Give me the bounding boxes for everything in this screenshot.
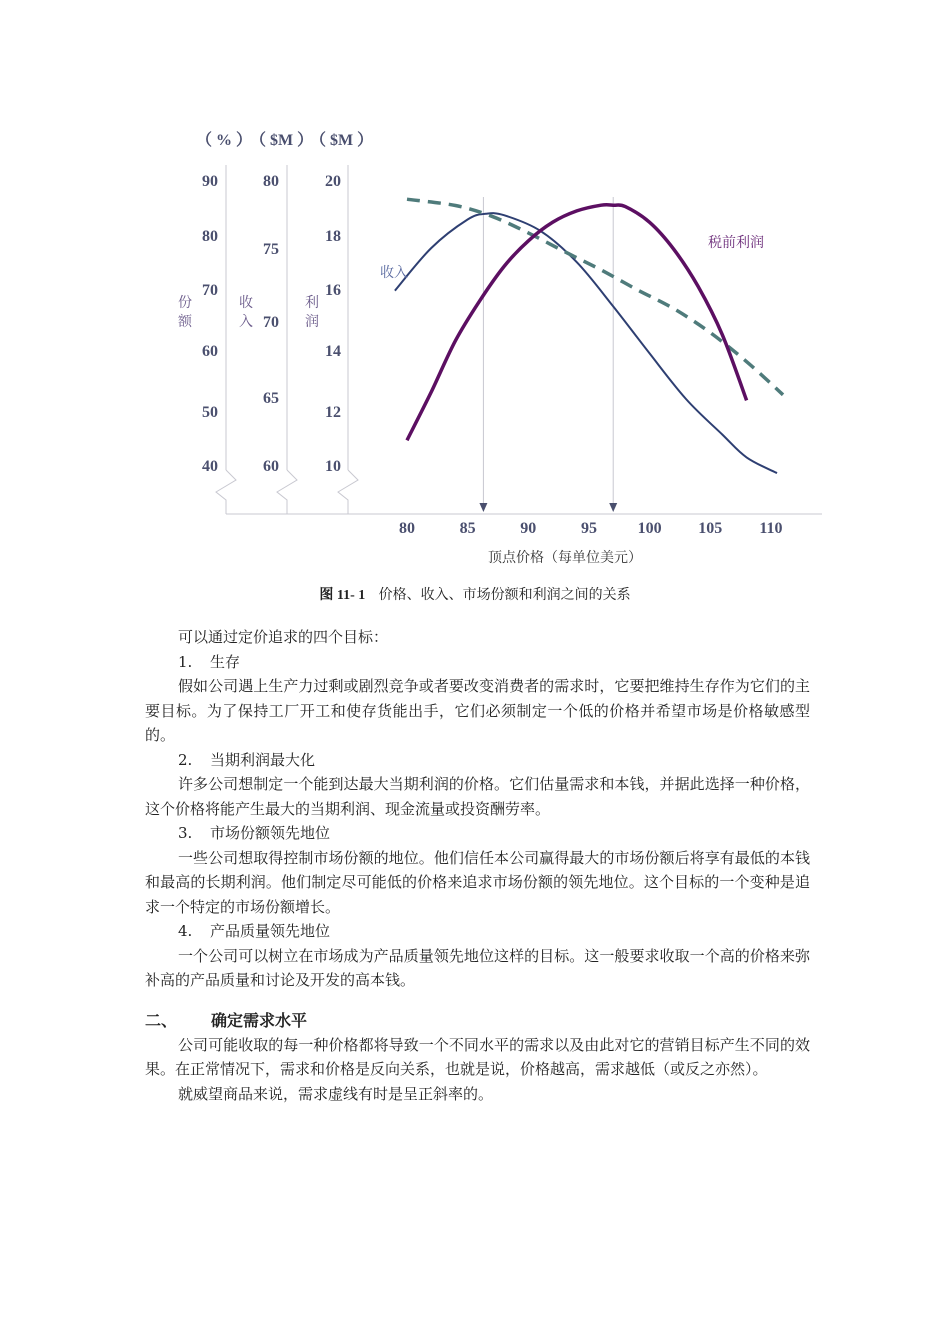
profit-axis-label: 利 (305, 295, 319, 311)
figure-title: 价格、收入、市场份额和利润之间的关系 (378, 587, 631, 603)
profit-tick-label: 12 (325, 404, 341, 421)
objective-paragraph: 一些公司想取得控制市场份额的地位。他们信任本公司赢得最大的市场份额后将享有最低的本钱和最高的长期利润。他们制定尽可能低的价格来追求市场份额的领先地位。这个目标的一个变种是追求一个特定的市场份额增长。 (145, 848, 810, 916)
objective-heading (145, 748, 810, 773)
objective-paragraph: 假如公司遇上生产力过剩或剧烈竞争或者要改变消费者的需求时，它要把维持生存作为它们的主要目标。为了保持工厂开工和使存货能出手，它们必须制定一个低的价格并希望市场是价格敏感型的。 (145, 677, 810, 744)
share-tick-label: 90 (202, 173, 218, 190)
share-axis-label: 份 (178, 295, 192, 311)
section-paragraph: 公司可能收取的每一种价格都将导致一个不同水平的需求以及由此对它的营销目标产生不同的效果。在正常情况下，需求和价格是反向关系，也就是说，价格越高，需求越低（或反之亦然）。 (145, 1035, 810, 1078)
profit-tick-label: 16 (325, 282, 341, 299)
objective-heading (145, 821, 810, 846)
profit-axis-break (338, 470, 358, 514)
revenue-axis-label: 收 (239, 295, 253, 311)
objective-title: 当期利润最大化 (210, 750, 316, 769)
profit-series-label: 税前利润 (708, 235, 764, 251)
objective-heading (145, 650, 810, 675)
revenue-axis-break (277, 470, 297, 514)
revenue-tick-label: 65 (263, 390, 279, 407)
share-tick-label: 70 (202, 282, 218, 299)
x-tick-label: 90 (520, 520, 537, 537)
profit-tick-label: 14 (325, 343, 341, 360)
objective-number: 1. (178, 652, 193, 671)
x-axis-ticks (399, 520, 782, 537)
share-axis-unit: （ % ） (196, 132, 253, 149)
revenue-tick-label: 60 (263, 458, 279, 475)
objective-title: 产品质量领先地位 (210, 922, 331, 940)
figure-number: 图 11- 1 (319, 588, 366, 603)
x-tick-label: 95 (580, 520, 597, 537)
figure-caption (0, 584, 950, 604)
revenue-axis-ticks (263, 173, 279, 475)
intro-paragraph: 可以通过定价追求的四个目标： (178, 628, 389, 646)
x-tick-label: 110 (759, 520, 783, 537)
profit-tick-label: 20 (325, 173, 341, 190)
objective-number: 2. (178, 750, 193, 769)
peak-marker-arrow (609, 503, 617, 512)
objective-paragraph: 一个公司可以树立在市场成为产品质量领先地位这样的目标。这一般要求收取一个高的价格来弥补高的产品质量和讨论及开发的高本钱。 (145, 946, 810, 989)
x-tick-label: 80 (399, 520, 415, 537)
profit-axis-unit: （ $M ） (310, 132, 374, 149)
revenue-axis-unit: （ $M ） (250, 132, 314, 149)
share-tick-label: 80 (202, 228, 218, 245)
section-number: 二、 (145, 1010, 178, 1030)
revenue-series-label: 收入 (380, 265, 408, 281)
profit-axis-label: 润 (305, 314, 319, 330)
share-axis-break (216, 470, 236, 514)
revenue-tick-label: 75 (263, 241, 279, 258)
objective-paragraph: 许多公司想制定一个能到达最大当期利润的价格。它们估量需求和本钱，并据此选择一种价格，这个价格将能产生最大的当期利润、现金流量或投资酬劳率。 (145, 775, 810, 818)
profit-axis-ticks (325, 173, 341, 475)
section-paragraph: 就威望商品来说，需求虚线有时是呈正斜率的。 (178, 1084, 494, 1103)
chart (0, 0, 950, 620)
share-tick-label: 50 (202, 404, 218, 421)
share-axis-label: 额 (178, 314, 192, 330)
objective-number: 4. (178, 922, 193, 940)
objective-title: 生存 (210, 652, 241, 671)
market-share-line (407, 199, 783, 395)
share-tick-label: 40 (202, 458, 218, 475)
objective-title: 市场份额领先地位 (210, 824, 331, 842)
section-title: 确定需求水平 (211, 1010, 308, 1030)
revenue-axis-label: 入 (239, 314, 253, 330)
objective-number: 3. (178, 824, 193, 842)
section-heading (145, 1009, 810, 1033)
revenue-tick-label: 80 (263, 173, 279, 190)
share-axis-ticks (202, 173, 218, 475)
revenue-tick-label: 70 (263, 314, 279, 331)
x-axis-label: 顶点价格（每单位美元） (488, 550, 642, 566)
profit-tick-label: 10 (325, 458, 341, 475)
x-tick-label: 100 (637, 520, 662, 537)
share-tick-label: 60 (202, 343, 218, 360)
body-text (145, 625, 810, 1106)
x-tick-label: 105 (698, 520, 723, 537)
x-tick-label: 85 (459, 520, 476, 537)
objective-heading (145, 919, 810, 944)
profit-tick-label: 18 (325, 228, 341, 245)
peak-marker-arrow (479, 503, 487, 512)
